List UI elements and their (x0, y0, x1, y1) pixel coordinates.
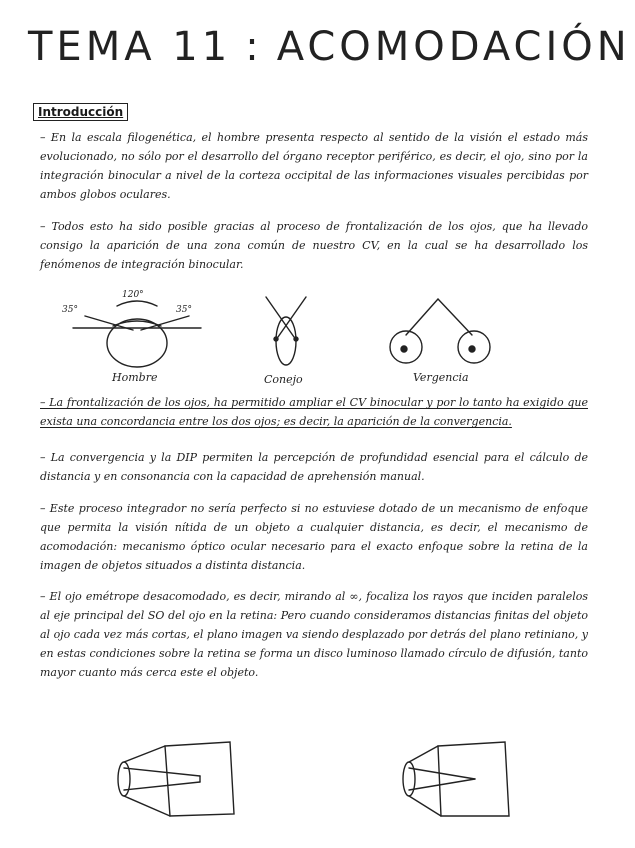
paragraph-3: – La frontalización de los ojos, ha permitido ampliar el CV binocular y por lo tanto ha exigido que exista una concordancia entre los dos ojos; es decir, la aparición de la convergencia. (40, 396, 588, 428)
vergence-diagram (380, 295, 500, 375)
section-label: Introducción (33, 103, 128, 121)
title-number: TEMA 11 (28, 24, 232, 70)
paragraph-1: – En la escala filogenética, el hombre presenta respecto al sentido de la visión el estado más evolucionado, no sólo por el desarrollo del órgano receptor periférico, es decir, el ojo, sino por la integración binocular a nivel de la corteza occipital de las informaciones visuales percibidas por ambos globos oculares. (40, 131, 588, 201)
eye-focus-diagram-left (110, 738, 245, 828)
eye-focus-diagram-right (393, 738, 528, 828)
human-eyes-diagram (55, 288, 205, 373)
human-angle-left: 35° (62, 305, 78, 315)
human-label: Hombre (112, 371, 158, 384)
paragraph-2: – Todos esto ha sido posible gracias al proceso de frontalización de los ojos, que ha llevado consigo la aparición de una zona común de nuestro CV, en la cual se ha desarrollado los fenómenos de integración binocular. (40, 220, 588, 271)
rabbit-label: Conejo (264, 373, 303, 386)
paragraph-4: – La convergencia y la DIP permiten la percepción de profundidad esencial para el cálculo de distancia y en consonancia con la capacidad de aprehensión manual. (40, 451, 588, 483)
paragraph-5: – Este proceso integrador no sería perfecto si no estuviese dotado de un mecanismo de enfoque que permita la visión nítida de un objeto a cualquier distancia, es decir, el mecanismo de acomodación: mecanismo óptico ocular necesario para el exacto enfoque sobre la retina de la imagen de objetos situados a distinta distancia. (40, 502, 588, 572)
rabbit-eyes-diagram (258, 293, 318, 373)
page-title (28, 24, 631, 70)
human-angle-top: 120° (122, 290, 144, 300)
title-topic: ACOMODACIÓN (276, 24, 631, 70)
vergence-label: Vergencia (413, 371, 469, 384)
title-separator: : (245, 24, 263, 70)
human-angle-right: 35° (176, 305, 192, 315)
paragraph-6: – El ojo emétrope desacomodado, es decir, mirando al ∞, focaliza los rayos que inciden paralelos al eje principal del SO del ojo en la retina: Pero cuando consideramos distancias finitas del objeto al ojo cada vez más cortas, el plano imagen va siendo desplazado por detrás del plano retiniano, y en estas condiciones sobre la retina se forma un disco luminoso llamado círculo de difusión, tanto mayor cuanto más cerca este el objeto. (40, 590, 588, 679)
